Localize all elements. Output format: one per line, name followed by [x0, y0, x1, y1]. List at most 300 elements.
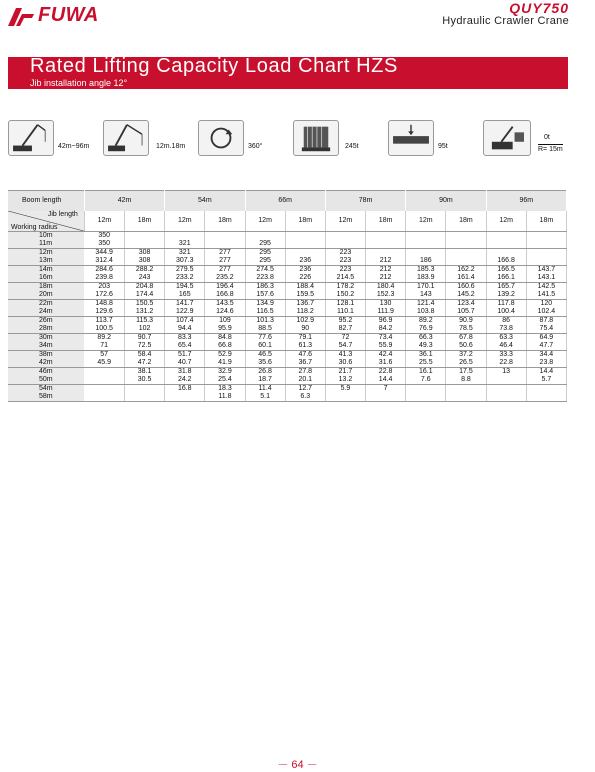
- capacity-cell: 5.7: [526, 376, 566, 385]
- table-row: [8, 325, 567, 334]
- radius-cell: 13m: [8, 257, 84, 266]
- capacity-cell: 41.9: [205, 359, 245, 368]
- capacity-cell: 13.2: [325, 376, 365, 385]
- boom-crane-icon: [8, 120, 54, 156]
- capacity-cell: 7: [366, 384, 406, 393]
- jib-length-header: 18m: [205, 211, 245, 232]
- capacity-cell: 75.4: [526, 325, 566, 334]
- capacity-cell: 50.6: [446, 342, 486, 351]
- capacity-cell: 312.4: [84, 257, 124, 266]
- capacity-cell: 277: [205, 257, 245, 266]
- capacity-cell: 118.2: [285, 308, 325, 317]
- capacity-cell: 129.6: [84, 308, 124, 317]
- capacity-cell: 166.8: [205, 291, 245, 300]
- capacity-cell: 134.9: [245, 299, 285, 308]
- capacity-cell: 159.5: [285, 291, 325, 300]
- capacity-cell: 131.2: [125, 308, 165, 317]
- capacity-cell: [446, 393, 486, 402]
- jib-angle-note: Jib installation angle 12°: [30, 78, 128, 88]
- capacity-cell: 141.7: [165, 299, 205, 308]
- capacity-cell: 196.4: [205, 282, 245, 291]
- radius-cell: 18m: [8, 282, 84, 291]
- capacity-cell: 40.7: [165, 359, 205, 368]
- radius-cell: 22m: [8, 299, 84, 308]
- capacity-cell: 47.2: [125, 359, 165, 368]
- capacity-cell: 243: [125, 274, 165, 283]
- radius-cell: 26m: [8, 316, 84, 325]
- capacity-cell: 30.5: [125, 376, 165, 385]
- capacity-cell: 58.4: [125, 350, 165, 359]
- radius-cell: 50m: [8, 376, 84, 385]
- capacity-cell: 83.3: [165, 333, 205, 342]
- slew-label: 360°: [248, 143, 263, 150]
- jib-length-header: 12m: [245, 211, 285, 232]
- capacity-cell: 95.2: [325, 316, 365, 325]
- carbody-label: 95t: [438, 143, 448, 150]
- capacity-cell: 78.5: [446, 325, 486, 334]
- capacity-cell: 295: [245, 240, 285, 249]
- capacity-cell: 90.7: [125, 333, 165, 342]
- table-row: [8, 274, 567, 283]
- capacity-cell: 107.4: [165, 316, 205, 325]
- capacity-cell: 172.6: [84, 291, 124, 300]
- capacity-cell: 141.5: [526, 291, 566, 300]
- carbody-weight-icon: [388, 120, 434, 156]
- capacity-cell: [526, 248, 566, 257]
- radius-cell: 10m: [8, 231, 84, 240]
- capacity-cell: 22.8: [486, 359, 526, 368]
- capacity-cell: 17.5: [446, 367, 486, 376]
- capacity-cell: 109: [205, 316, 245, 325]
- capacity-cell: 188.4: [285, 282, 325, 291]
- capacity-cell: [84, 393, 124, 402]
- capacity-cell: [325, 393, 365, 402]
- capacity-cell: 32.9: [205, 367, 245, 376]
- capacity-cell: 87.8: [526, 316, 566, 325]
- capacity-cell: 105.7: [446, 308, 486, 317]
- capacity-cell: 236: [285, 265, 325, 274]
- capacity-cell: 5.1: [245, 393, 285, 402]
- capacity-cell: 31.6: [366, 359, 406, 368]
- slew-icon: [198, 120, 244, 156]
- capacity-cell: 103.8: [406, 308, 446, 317]
- table-row: [8, 342, 567, 351]
- table-row: [8, 265, 567, 274]
- capacity-cell: 212: [366, 265, 406, 274]
- capacity-cell: [366, 231, 406, 240]
- capacity-cell: 136.7: [285, 299, 325, 308]
- capacity-cell: [245, 231, 285, 240]
- capacity-cell: [165, 393, 205, 402]
- capacity-cell: 321: [165, 248, 205, 257]
- capacity-cell: 204.8: [125, 282, 165, 291]
- capacity-cell: 67.8: [446, 333, 486, 342]
- radius-cell: 16m: [8, 274, 84, 283]
- radius-cell: 20m: [8, 291, 84, 300]
- capacity-cell: 152.3: [366, 291, 406, 300]
- capacity-cell: 77.6: [245, 333, 285, 342]
- capacity-cell: 26.5: [446, 359, 486, 368]
- capacity-cell: 46.4: [486, 342, 526, 351]
- capacity-cell: 121.4: [406, 299, 446, 308]
- capacity-cell: 73.8: [486, 325, 526, 334]
- capacity-cell: 233.2: [165, 274, 205, 283]
- capacity-cell: 76.9: [406, 325, 446, 334]
- capacity-cell: 90: [285, 325, 325, 334]
- capacity-cell: 113.7: [84, 316, 124, 325]
- capacity-cell: 162.2: [446, 265, 486, 274]
- load-chart-table: [8, 190, 567, 402]
- radius-cell: 46m: [8, 367, 84, 376]
- capacity-cell: 295: [245, 248, 285, 257]
- page-number: － 64 －: [277, 759, 318, 771]
- fuwa-logo-icon: [8, 6, 34, 26]
- capacity-cell: 64.9: [526, 333, 566, 342]
- capacity-cell: 88.5: [245, 325, 285, 334]
- capacity-cell: [486, 376, 526, 385]
- capacity-cell: 31.8: [165, 367, 205, 376]
- jib-length-header: 12m: [486, 211, 526, 232]
- capacity-cell: 18.7: [245, 376, 285, 385]
- capacity-cell: [366, 393, 406, 402]
- capacity-cell: 100.5: [84, 325, 124, 334]
- brand-logo: [8, 4, 99, 27]
- table-row: [8, 257, 567, 266]
- capacity-cell: 350: [84, 240, 124, 249]
- capacity-cell: 165: [165, 291, 205, 300]
- capacity-cell: 288.2: [125, 265, 165, 274]
- capacity-cell: 47.6: [285, 350, 325, 359]
- jib-length-header-row: [8, 211, 567, 232]
- capacity-cell: [285, 248, 325, 257]
- table-row: [8, 291, 567, 300]
- capacity-cell: [526, 257, 566, 266]
- capacity-cell: [406, 393, 446, 402]
- capacity-cell: 38.1: [125, 367, 165, 376]
- capacity-cell: 8.8: [446, 376, 486, 385]
- capacity-cell: 72: [325, 333, 365, 342]
- capacity-cell: 49.3: [406, 342, 446, 351]
- capacity-cell: 33.3: [486, 350, 526, 359]
- capacity-cell: [486, 231, 526, 240]
- capacity-cell: 72.5: [125, 342, 165, 351]
- jib-length-header: 12m: [325, 211, 365, 232]
- table-row: [8, 350, 567, 359]
- capacity-cell: [526, 240, 566, 249]
- boom-length-header-row: [8, 191, 567, 211]
- table-row: [8, 231, 567, 240]
- capacity-cell: 25.5: [406, 359, 446, 368]
- radius-cell: 38m: [8, 350, 84, 359]
- capacity-cell: 101.3: [245, 316, 285, 325]
- capacity-cell: 84.8: [205, 333, 245, 342]
- capacity-cell: 174.4: [125, 291, 165, 300]
- capacity-cell: 12.7: [285, 384, 325, 393]
- capacity-cell: 37.2: [446, 350, 486, 359]
- capacity-cell: 11.4: [245, 384, 285, 393]
- capacity-cell: 123.4: [446, 299, 486, 308]
- capacity-cell: 308: [125, 257, 165, 266]
- capacity-cell: 6.3: [285, 393, 325, 402]
- capacity-cell: [366, 248, 406, 257]
- table-row: [8, 333, 567, 342]
- capacity-cell: 54.7: [325, 342, 365, 351]
- capacity-cell: 89.2: [84, 333, 124, 342]
- capacity-cell: 117.8: [486, 299, 526, 308]
- boom-length-label: Boom length: [8, 191, 84, 211]
- capacity-cell: 102.9: [285, 316, 325, 325]
- jib-length-header: 18m: [446, 211, 486, 232]
- capacity-cell: [486, 240, 526, 249]
- boom-range-label: 42m~96m: [58, 143, 90, 150]
- table-row: [8, 393, 567, 402]
- capacity-cell: [446, 257, 486, 266]
- capacity-cell: 139.2: [486, 291, 526, 300]
- header-corner-cell: [8, 211, 84, 232]
- capacity-cell: 124.6: [205, 308, 245, 317]
- capacity-cell: 165.7: [486, 282, 526, 291]
- radius-cell: 54m: [8, 384, 84, 393]
- capacity-cell: 84.2: [366, 325, 406, 334]
- capacity-cell: 46.5: [245, 350, 285, 359]
- capacity-cell: [486, 393, 526, 402]
- capacity-cell: 307.3: [165, 257, 205, 266]
- capacity-cell: [125, 393, 165, 402]
- capacity-cell: 166.1: [486, 274, 526, 283]
- capacity-cell: [84, 376, 124, 385]
- boom-length-header: 54m: [165, 191, 245, 211]
- capacity-cell: [446, 248, 486, 257]
- capacity-cell: 279.5: [165, 265, 205, 274]
- capacity-cell: [406, 248, 446, 257]
- radius-cell: 58m: [8, 393, 84, 402]
- capacity-cell: 71: [84, 342, 124, 351]
- capacity-cell: [84, 367, 124, 376]
- capacity-cell: 61.3: [285, 342, 325, 351]
- capacity-cell: 284.6: [84, 265, 124, 274]
- product-subtitle: Hydraulic Crawler Crane: [442, 15, 569, 27]
- boom-length-header: 96m: [486, 191, 566, 211]
- capacity-cell: 223: [325, 257, 365, 266]
- capacity-cell: 180.4: [366, 282, 406, 291]
- capacity-cell: 30.6: [325, 359, 365, 368]
- capacity-cell: 236: [285, 257, 325, 266]
- capacity-cell: 36.7: [285, 359, 325, 368]
- capacity-cell: 178.2: [325, 282, 365, 291]
- counterweight-icon: [293, 120, 339, 156]
- capacity-cell: 63.3: [486, 333, 526, 342]
- capacity-cell: 148.8: [84, 299, 124, 308]
- capacity-cell: 128.1: [325, 299, 365, 308]
- capacity-cell: 14.4: [366, 376, 406, 385]
- superlift-radius-label: R= 15m: [538, 146, 563, 153]
- capacity-cell: 110.1: [325, 308, 365, 317]
- radius-cell: 34m: [8, 342, 84, 351]
- capacity-cell: [406, 231, 446, 240]
- capacity-cell: [526, 231, 566, 240]
- capacity-cell: 130: [366, 299, 406, 308]
- capacity-cell: [285, 240, 325, 249]
- capacity-cell: 60.1: [245, 342, 285, 351]
- spec-row: [8, 118, 568, 160]
- boom-length-header: 78m: [325, 191, 405, 211]
- capacity-cell: 66.3: [406, 333, 446, 342]
- capacity-cell: 321: [165, 240, 205, 249]
- capacity-cell: 22.8: [366, 367, 406, 376]
- jib-length-header: 18m: [366, 211, 406, 232]
- capacity-cell: [84, 384, 124, 393]
- capacity-cell: 16.8: [165, 384, 205, 393]
- chart-title: Rated Lifting Capacity Load Chart HZS: [30, 55, 398, 77]
- capacity-cell: [285, 231, 325, 240]
- capacity-cell: 194.5: [165, 282, 205, 291]
- table-row: [8, 376, 567, 385]
- capacity-cell: 95.9: [205, 325, 245, 334]
- capacity-cell: 16.1: [406, 367, 446, 376]
- capacity-cell: 186.3: [245, 282, 285, 291]
- capacity-cell: 308: [125, 248, 165, 257]
- capacity-cell: 143: [406, 291, 446, 300]
- capacity-cell: 235.2: [205, 274, 245, 283]
- capacity-cell: [446, 384, 486, 393]
- capacity-cell: 166.5: [486, 265, 526, 274]
- capacity-cell: [486, 248, 526, 257]
- capacity-cell: 274.5: [245, 265, 285, 274]
- capacity-cell: [325, 231, 365, 240]
- table-row: [8, 299, 567, 308]
- capacity-cell: 212: [366, 274, 406, 283]
- capacity-cell: 89.2: [406, 316, 446, 325]
- capacity-cell: [165, 231, 205, 240]
- capacity-cell: 79.1: [285, 333, 325, 342]
- capacity-cell: [125, 384, 165, 393]
- capacity-cell: 160.6: [446, 282, 486, 291]
- capacity-cell: 34.4: [526, 350, 566, 359]
- capacity-cell: 122.9: [165, 308, 205, 317]
- capacity-cell: 120: [526, 299, 566, 308]
- capacity-cell: 344.9: [84, 248, 124, 257]
- model-number: QUY750: [509, 0, 569, 16]
- jib-length-header: 18m: [125, 211, 165, 232]
- capacity-cell: 143.5: [205, 299, 245, 308]
- capacity-cell: 94.4: [165, 325, 205, 334]
- capacity-cell: 203: [84, 282, 124, 291]
- capacity-cell: 186: [406, 257, 446, 266]
- capacity-cell: [205, 231, 245, 240]
- capacity-cell: 166.8: [486, 257, 526, 266]
- capacity-cell: 11.8: [205, 393, 245, 402]
- capacity-cell: 51.7: [165, 350, 205, 359]
- table-row: [8, 359, 567, 368]
- capacity-cell: 223.8: [245, 274, 285, 283]
- capacity-cell: 212: [366, 257, 406, 266]
- jib-length-header: 18m: [285, 211, 325, 232]
- capacity-cell: [406, 384, 446, 393]
- capacity-cell: 73.4: [366, 333, 406, 342]
- capacity-cell: 23.8: [526, 359, 566, 368]
- capacity-cell: 65.4: [165, 342, 205, 351]
- capacity-cell: 214.5: [325, 274, 365, 283]
- capacity-cell: 239.8: [84, 274, 124, 283]
- capacity-cell: 57: [84, 350, 124, 359]
- capacity-cell: 45.9: [84, 359, 124, 368]
- capacity-cell: 25.4: [205, 376, 245, 385]
- capacity-cell: 102.4: [526, 308, 566, 317]
- capacity-cell: 111.9: [366, 308, 406, 317]
- capacity-cell: 350: [84, 231, 124, 240]
- table-row: [8, 367, 567, 376]
- boom-length-header: 66m: [245, 191, 325, 211]
- capacity-cell: [526, 384, 566, 393]
- boom-length-header: 90m: [406, 191, 486, 211]
- capacity-cell: 20.1: [285, 376, 325, 385]
- capacity-cell: 13: [486, 367, 526, 376]
- capacity-cell: 277: [205, 265, 245, 274]
- jib-length-header: 12m: [84, 211, 124, 232]
- capacity-cell: 90.9: [446, 316, 486, 325]
- capacity-cell: [125, 240, 165, 249]
- table-row: [8, 384, 567, 393]
- radius-cell: 42m: [8, 359, 84, 368]
- boom-length-header: 42m: [84, 191, 164, 211]
- table-row: [8, 316, 567, 325]
- capacity-cell: 157.6: [245, 291, 285, 300]
- capacity-cell: [526, 393, 566, 402]
- capacity-cell: [486, 384, 526, 393]
- capacity-cell: [205, 240, 245, 249]
- capacity-cell: 55.9: [366, 342, 406, 351]
- radius-cell: 24m: [8, 308, 84, 317]
- capacity-cell: 52.9: [205, 350, 245, 359]
- capacity-cell: 24.2: [165, 376, 205, 385]
- capacity-cell: [366, 240, 406, 249]
- capacity-cell: 277: [205, 248, 245, 257]
- radius-cell: 12m: [8, 248, 84, 257]
- capacity-cell: 100.4: [486, 308, 526, 317]
- radius-cell: 30m: [8, 333, 84, 342]
- capacity-cell: 26.8: [245, 367, 285, 376]
- radius-cell: 14m: [8, 265, 84, 274]
- working-radius-label: Working radius: [11, 223, 58, 231]
- capacity-cell: 116.5: [245, 308, 285, 317]
- capacity-cell: 96.9: [366, 316, 406, 325]
- capacity-cell: 150.5: [125, 299, 165, 308]
- capacity-cell: 295: [245, 257, 285, 266]
- superlift-icon: [483, 120, 531, 156]
- capacity-cell: [125, 231, 165, 240]
- jib-length-header: 18m: [526, 211, 566, 232]
- capacity-cell: 102: [125, 325, 165, 334]
- capacity-cell: 7.6: [406, 376, 446, 385]
- capacity-cell: 41.3: [325, 350, 365, 359]
- superlift-weight-label: 0t: [544, 134, 550, 141]
- capacity-cell: [446, 231, 486, 240]
- capacity-cell: 86: [486, 316, 526, 325]
- capacity-cell: 143.1: [526, 274, 566, 283]
- capacity-cell: 82.7: [325, 325, 365, 334]
- capacity-cell: 115.3: [125, 316, 165, 325]
- brand-name: FUWA: [38, 4, 99, 26]
- capacity-cell: [446, 240, 486, 249]
- jib-length-header: 12m: [406, 211, 446, 232]
- capacity-cell: 150.2: [325, 291, 365, 300]
- capacity-cell: 143.7: [526, 265, 566, 274]
- capacity-cell: 223: [325, 265, 365, 274]
- table-row: [8, 308, 567, 317]
- capacity-cell: [325, 240, 365, 249]
- capacity-cell: 5.9: [325, 384, 365, 393]
- capacity-cell: 185.3: [406, 265, 446, 274]
